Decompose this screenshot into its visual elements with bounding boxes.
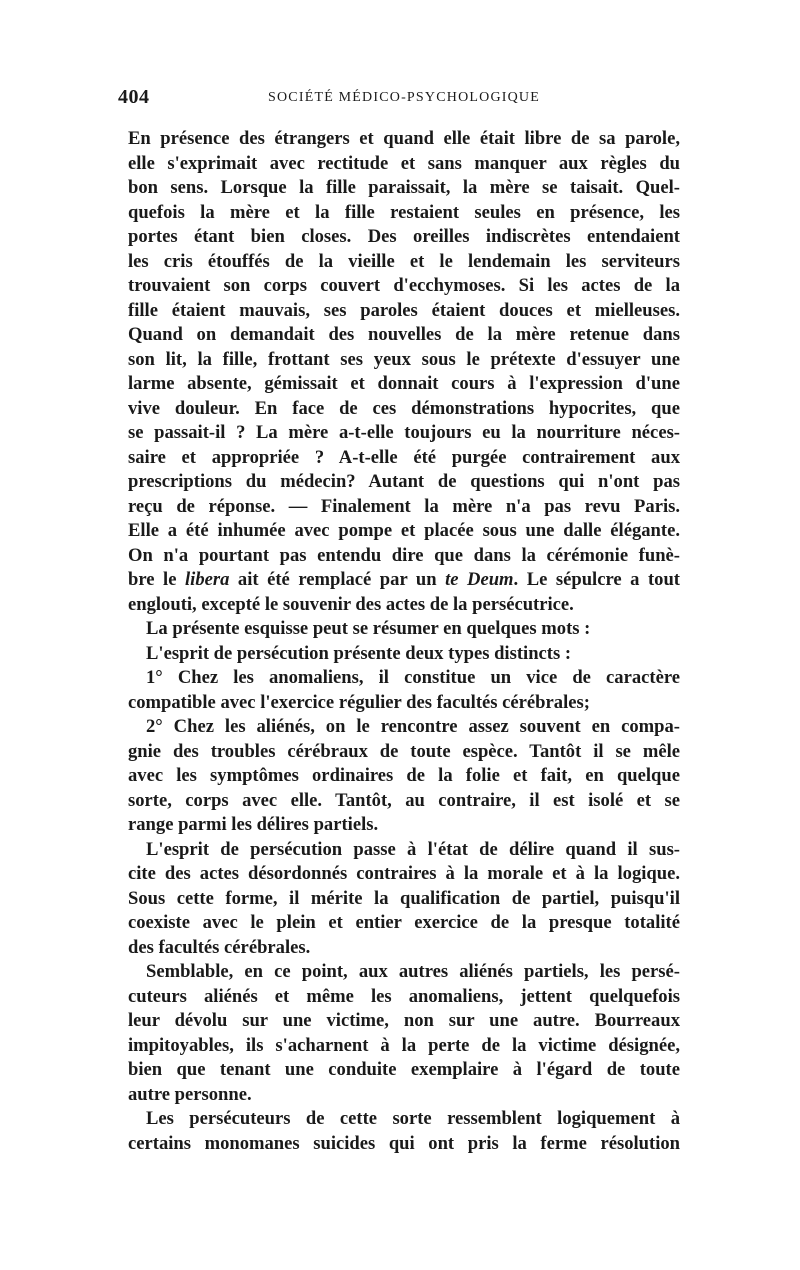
text-line: quefois la mère et la fille restaient seules en présence, les xyxy=(128,201,680,223)
text-line: des facultés cérébrales. xyxy=(128,936,311,958)
text-line: Quand on demandait des nouvelles de la mère retenue dans xyxy=(128,324,680,345)
text-line: Les persécuteurs de cette sorte ressemblent logiquement à xyxy=(146,1108,680,1129)
page-header xyxy=(118,86,684,116)
body-text xyxy=(128,127,680,1156)
text-line: L'esprit de persécution passe à l'état de délire quand il sus- xyxy=(146,838,680,860)
text-line: avec les symptômes ordinaires de la folie et fait, en quelque xyxy=(128,765,680,786)
text-line: autre personne. xyxy=(128,1083,252,1105)
text-line: Elle a été inhumée avec pompe et placée sous une dalle élégante. xyxy=(128,520,680,541)
text-line: larme absente, gémissait et donnait cours à l'expression d'une xyxy=(128,373,680,394)
text-line: range parmi les délires partiels. xyxy=(128,814,379,835)
text-line: certains monomanes suicides qui ont pris la ferme résolution xyxy=(128,1132,680,1154)
text-line: prescriptions du médecin? Autant de questions qui n'ont pas xyxy=(128,471,680,492)
text-line: leur dévolu sur une victime, non sur une autre. Bourreaux xyxy=(128,1010,680,1031)
text-line: Semblable, en ce point, aux autres aliénés partiels, les persé- xyxy=(146,961,680,982)
page-number: 404 xyxy=(118,86,150,108)
text-line: 2° Chez les aliénés, on le rencontre assez souvent en compa- xyxy=(146,716,680,737)
text-line: coexiste avec le plein et entier exercice de la presque totalité xyxy=(128,912,680,933)
text-line: La présente esquisse peut se résumer en quelques mots : xyxy=(146,618,591,639)
text-line: sorte, corps avec elle. Tantôt, au contraire, il est isolé et se xyxy=(128,789,680,811)
text-line: elle s'exprimait avec rectitude et sans manquer aux règles du xyxy=(128,152,680,174)
text-line: bre le libera ait été remplacé par un te Deum. Le sépulcre a tout xyxy=(128,569,680,590)
text-line: les cris étouffés de la vieille et le lendemain les serviteurs xyxy=(128,250,680,272)
text-line: englouti, excepté le souvenir des actes de la persécutrice. xyxy=(128,593,574,615)
text-line: L'esprit de persécution présente deux types distincts : xyxy=(146,642,572,664)
text-line: fille étaient mauvais, ses paroles étaient douces et mielleuses. xyxy=(128,299,680,321)
text-line: cite des actes désordonnés contraires à la morale et à la logique. xyxy=(128,863,680,884)
text-line: bien que tenant une conduite exemplaire à l'égard de toute xyxy=(128,1059,680,1080)
text-line: saire et appropriée ? A-t-elle été purgée contrairement aux xyxy=(128,446,680,468)
running-head: SOCIÉTÉ MÉDICO-PSYCHOLOGIQUE xyxy=(268,90,540,105)
text-line: cuteurs aliénés et même les anomaliens, jettent quelquefois xyxy=(128,985,680,1007)
text-line: reçu de réponse. — Finalement la mère n'a pas revu Paris. xyxy=(128,495,680,517)
text-line: son lit, la fille, frottant ses yeux sous le prétexte d'essuyer une xyxy=(128,348,680,370)
italic-term: te Deum xyxy=(445,569,514,590)
text-line: On n'a pourtant pas entendu dire que dans la cérémonie funè- xyxy=(128,544,680,566)
text-line: 1° Chez les anomaliens, il constitue un vice de caractère xyxy=(146,667,680,688)
text-line: trouvaient son corps couvert d'ecchymoses. Si les actes de la xyxy=(128,275,680,296)
italic-term: libera xyxy=(184,569,230,590)
text-line: impitoyables, ils s'acharnent à la perte de la victime désignée, xyxy=(128,1034,680,1056)
text-line: vive douleur. En face de ces démonstrations hypocrites, que xyxy=(128,397,680,419)
text-line: En présence des étrangers et quand elle était libre de sa parole, xyxy=(128,128,680,149)
text-line: portes étant bien closes. Des oreilles indiscrètes entendaient xyxy=(128,226,680,247)
text-line: compatible avec l'exercice régulier des facultés cérébrales; xyxy=(128,691,590,713)
text-line: Sous cette forme, il mérite la qualification de partiel, puisqu'il xyxy=(128,887,680,909)
text-line: bon sens. Lorsque la fille paraissait, la mère se taisait. Quel- xyxy=(128,177,680,198)
text-line: se passait-il ? La mère a-t-elle toujours eu la nourriture néces- xyxy=(128,422,680,443)
text-line: gnie des troubles cérébraux de toute espèce. Tantôt il se mêle xyxy=(128,740,680,762)
